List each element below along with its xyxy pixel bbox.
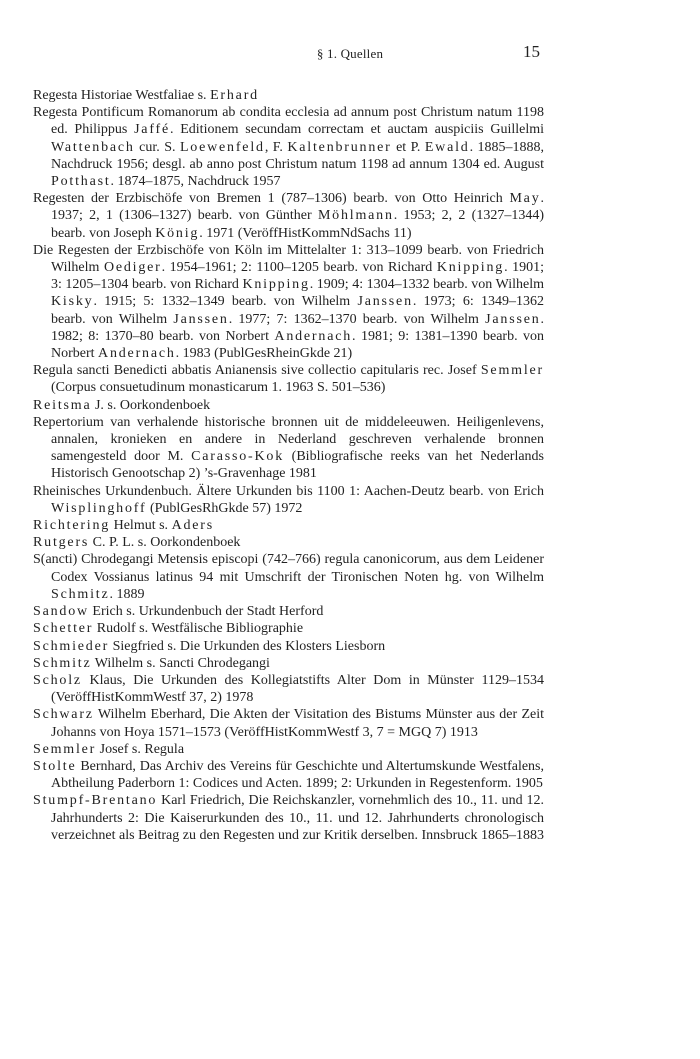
bibliography-entry (33, 397, 544, 414)
bibliography-entry (33, 706, 544, 740)
entry-text: Die Regesten der Erzbischöfe von Köln im Mittelalter 1: 313–1099 bearb. von Friedrich Wilhelm (33, 242, 544, 276)
bibliography-entry (33, 603, 544, 620)
author-name: Janssen (357, 294, 413, 310)
entry-text: Rheinisches Urkundenbuch. Ältere Urkunden bis 1100 1: Aachen-Deutz bearb. von Erich (33, 483, 544, 499)
running-head: § 1. Quellen (316, 46, 384, 61)
entry-text: Karl Friedrich, Die Reichskanzler, vornehmlich des 10., 11. und 12. Jahrhunderts 2: Die Kaiserurkunden des 10., 11. und 12. Jahrhunderts chronologisch verzeichnet als Beitrag zu den Regesten und zur Kritik derselben. Innsbruck 1865–1883 (51, 793, 544, 843)
bibliography-entry (33, 620, 544, 637)
author-name: Andernach (98, 346, 176, 362)
author-name: Möhlmann (317, 208, 394, 224)
bibliography-entry (33, 758, 544, 792)
entry-text: . 1954–1961; 2: 1100–1205 bearb. von Richard (161, 260, 437, 276)
author-name: Oediger (103, 260, 162, 276)
entry-text: . 1977; 7: 1362–1370 bearb. von Wilhelm (228, 311, 486, 327)
author-name: Janssen (485, 311, 541, 327)
author-name: Ewald (424, 139, 470, 155)
entry-text: . 1937; 2, 1 (1306–1327) bearb. von Günther (51, 191, 544, 224)
entry-text: . 1901; 3: 1205–1304 bearb. von Richard (51, 260, 544, 293)
entry-text: Wilhelm Eberhard, Die Akten der Visitation des Bistums Münster aus der Zeit Johanns von Hoya 1571–1573 (VeröffHistKommWestf 3, 7 = MGQ 7) 1913 (51, 707, 544, 740)
entry-text: et P. (391, 139, 425, 155)
author-name: Schmieder (33, 638, 110, 654)
entry-text: J. s. Oorkondenboek (91, 397, 211, 413)
entry-text: Siegfried s. Die Urkunden des Klosters Liesborn (109, 638, 386, 654)
entry-text: Bernhard, Das Archiv des Vereins für Geschichte und Altertumskunde Westfalens, Abtheilung Paderborn 1: Codices und Acten. 1899; 2: Urkunden in Regestenform. 1905 (51, 758, 544, 792)
author-name: Richtering (33, 518, 111, 534)
author-name: Rutgers (33, 535, 90, 551)
bibliography-entry (33, 551, 544, 603)
bibliography-entry (33, 362, 544, 396)
author-name: Potthast (51, 174, 111, 190)
entry-text: . 1953; 2, 2 (1327–1344) bearb. von Joseph (51, 208, 544, 241)
page-header (0, 44, 700, 64)
entry-text: Regesta Historiae Westfaliae s. (33, 88, 211, 103)
bibliography-list (33, 87, 544, 844)
bibliography-entry (33, 672, 544, 706)
entry-text: . 1909; 4: 1304–1332 bearb. von Wilhelm (309, 277, 545, 293)
entry-text: . 1973; 6: 1349–1362 bearb. von Wilhelm (51, 294, 545, 327)
bibliography-entry (33, 87, 544, 104)
entry-text: Erich s. Urkundenbuch der Stadt Herford (88, 604, 324, 620)
author-name: Stumpf-Brentano (33, 793, 158, 809)
bibliography-entry (33, 517, 544, 534)
entry-text: . 1915; 5: 1332–1349 bearb. von Wilhelm (93, 294, 358, 310)
entry-text: cur. S. (134, 139, 180, 155)
entry-text: S(ancti) Chrodegangi Metensis episcopi (742–766) regula canonicorum, aus dem Leidener Codex Vossianus latinus 94 mit Umschrift der Tironischen Noten hg. von Wilhelm (33, 552, 544, 585)
bibliography-entry (33, 534, 544, 551)
entry-text: , F. (264, 139, 288, 155)
author-name: Scholz (33, 672, 82, 688)
bibliography-entry (33, 483, 544, 517)
bibliography-entry (33, 190, 544, 242)
author-name: Schetter (33, 621, 94, 637)
author-name: Knipping (436, 260, 505, 276)
entry-text: Josef s. Regula (96, 741, 185, 757)
entry-text: . 1885–1888, Nachdruck 1956; desgl. ab anno post Christum natum 1198 ad annum 1304 ed. August (51, 139, 545, 172)
bibliography-entry (33, 655, 544, 672)
entry-text: . 1889 (109, 586, 145, 602)
entry-text: Klaus, Die Urkunden des Kollegiatstifts Alter Dom in Münster 1129–1534 (VeröffHistKommWestf 37, 2) 1978 (51, 672, 544, 706)
author-name: Loewenfeld (179, 139, 265, 155)
author-name: May (509, 191, 541, 207)
author-name: Reitsma (33, 397, 92, 413)
author-name: Kaltenbrunner (287, 139, 392, 155)
author-name: Wattenbach (51, 139, 135, 155)
entry-text: . 1982; 8: 1370–80 bearb. von Norbert (51, 311, 545, 344)
author-name: Schmitz (33, 655, 92, 671)
author-name: Stolte (33, 758, 77, 774)
author-name: König (155, 225, 200, 241)
entry-text: Repertorium van verhalende historische bronnen uit de middeleeuwen. Heiligenlevens, annalen, kronieken en andere in Nederland geschreven verhalende bronnen samengesteld door M. (33, 414, 544, 465)
entry-text: Rudolf s. Westfälische Bibliographie (93, 621, 304, 637)
author-name: Wisplinghoff (51, 500, 147, 516)
page-number: 15 (523, 42, 540, 61)
author-name: Sandow (33, 604, 89, 620)
bibliography-entry (33, 414, 544, 483)
entry-text: . Editionem secundam correctam et auctam auspiciis Guillelmi (170, 122, 544, 138)
entry-text: Wilhelm s. Sancti Chrodegangi (91, 655, 270, 671)
author-name: Semmler (480, 363, 544, 379)
entry-text: (Corpus consuetudinum monasticarum 1. 1963 S. 501–536) (51, 380, 386, 396)
entry-text: . 1874–1875, Nachdruck 1957 (110, 174, 281, 190)
author-name: Schmitz (51, 586, 110, 602)
author-name: Carasso-Kok (191, 449, 284, 465)
bibliography-entry (33, 638, 544, 655)
entry-text: . 1981; 9: 1381–1390 bearb. von Norbert (51, 328, 544, 362)
bibliography-entry (33, 792, 544, 844)
author-name: Andernach (274, 328, 353, 344)
author-name: Semmler (33, 741, 97, 757)
author-name: Jaffé (134, 122, 171, 138)
author-name: Aders (171, 518, 214, 534)
entry-text: (Bibliografische reeks van het Nederlands Historisch Genootschap 2) ’s-Gravenhage 1981 (51, 449, 544, 482)
bibliography-entry (33, 104, 544, 190)
author-name: Kisky (51, 294, 94, 310)
entry-text: . 1983 (PublGesRheinGkde 21) (175, 346, 353, 362)
entry-text: Regesta Pontificum Romanorum ab condita ecclesia ad annum post Christum natum 1198 ed. Philippus (33, 105, 544, 138)
author-name: Janssen (173, 311, 229, 327)
entry-text: Regesten der Erzbischöfe von Bremen 1 (787–1306) bearb. von Otto Heinrich (33, 191, 510, 207)
entry-text: C. P. L. s. Oorkondenboek (89, 535, 241, 551)
bibliography-entry (33, 242, 544, 362)
entry-text: (PublGesRhGkde 57) 1972 (146, 500, 303, 516)
author-name: Erhard (210, 88, 259, 103)
entry-text: Helmut s. (110, 518, 172, 534)
entry-text: Regula sancti Benedicti abbatis Anianensis sive collectio capitularis rec. Josef (33, 363, 481, 379)
entry-text: . 1971 (VeröffHistKommNdSachs 11) (199, 225, 412, 241)
author-name: Knipping (242, 277, 310, 293)
author-name: Schwarz (33, 707, 94, 723)
bibliography-entry (33, 741, 544, 758)
